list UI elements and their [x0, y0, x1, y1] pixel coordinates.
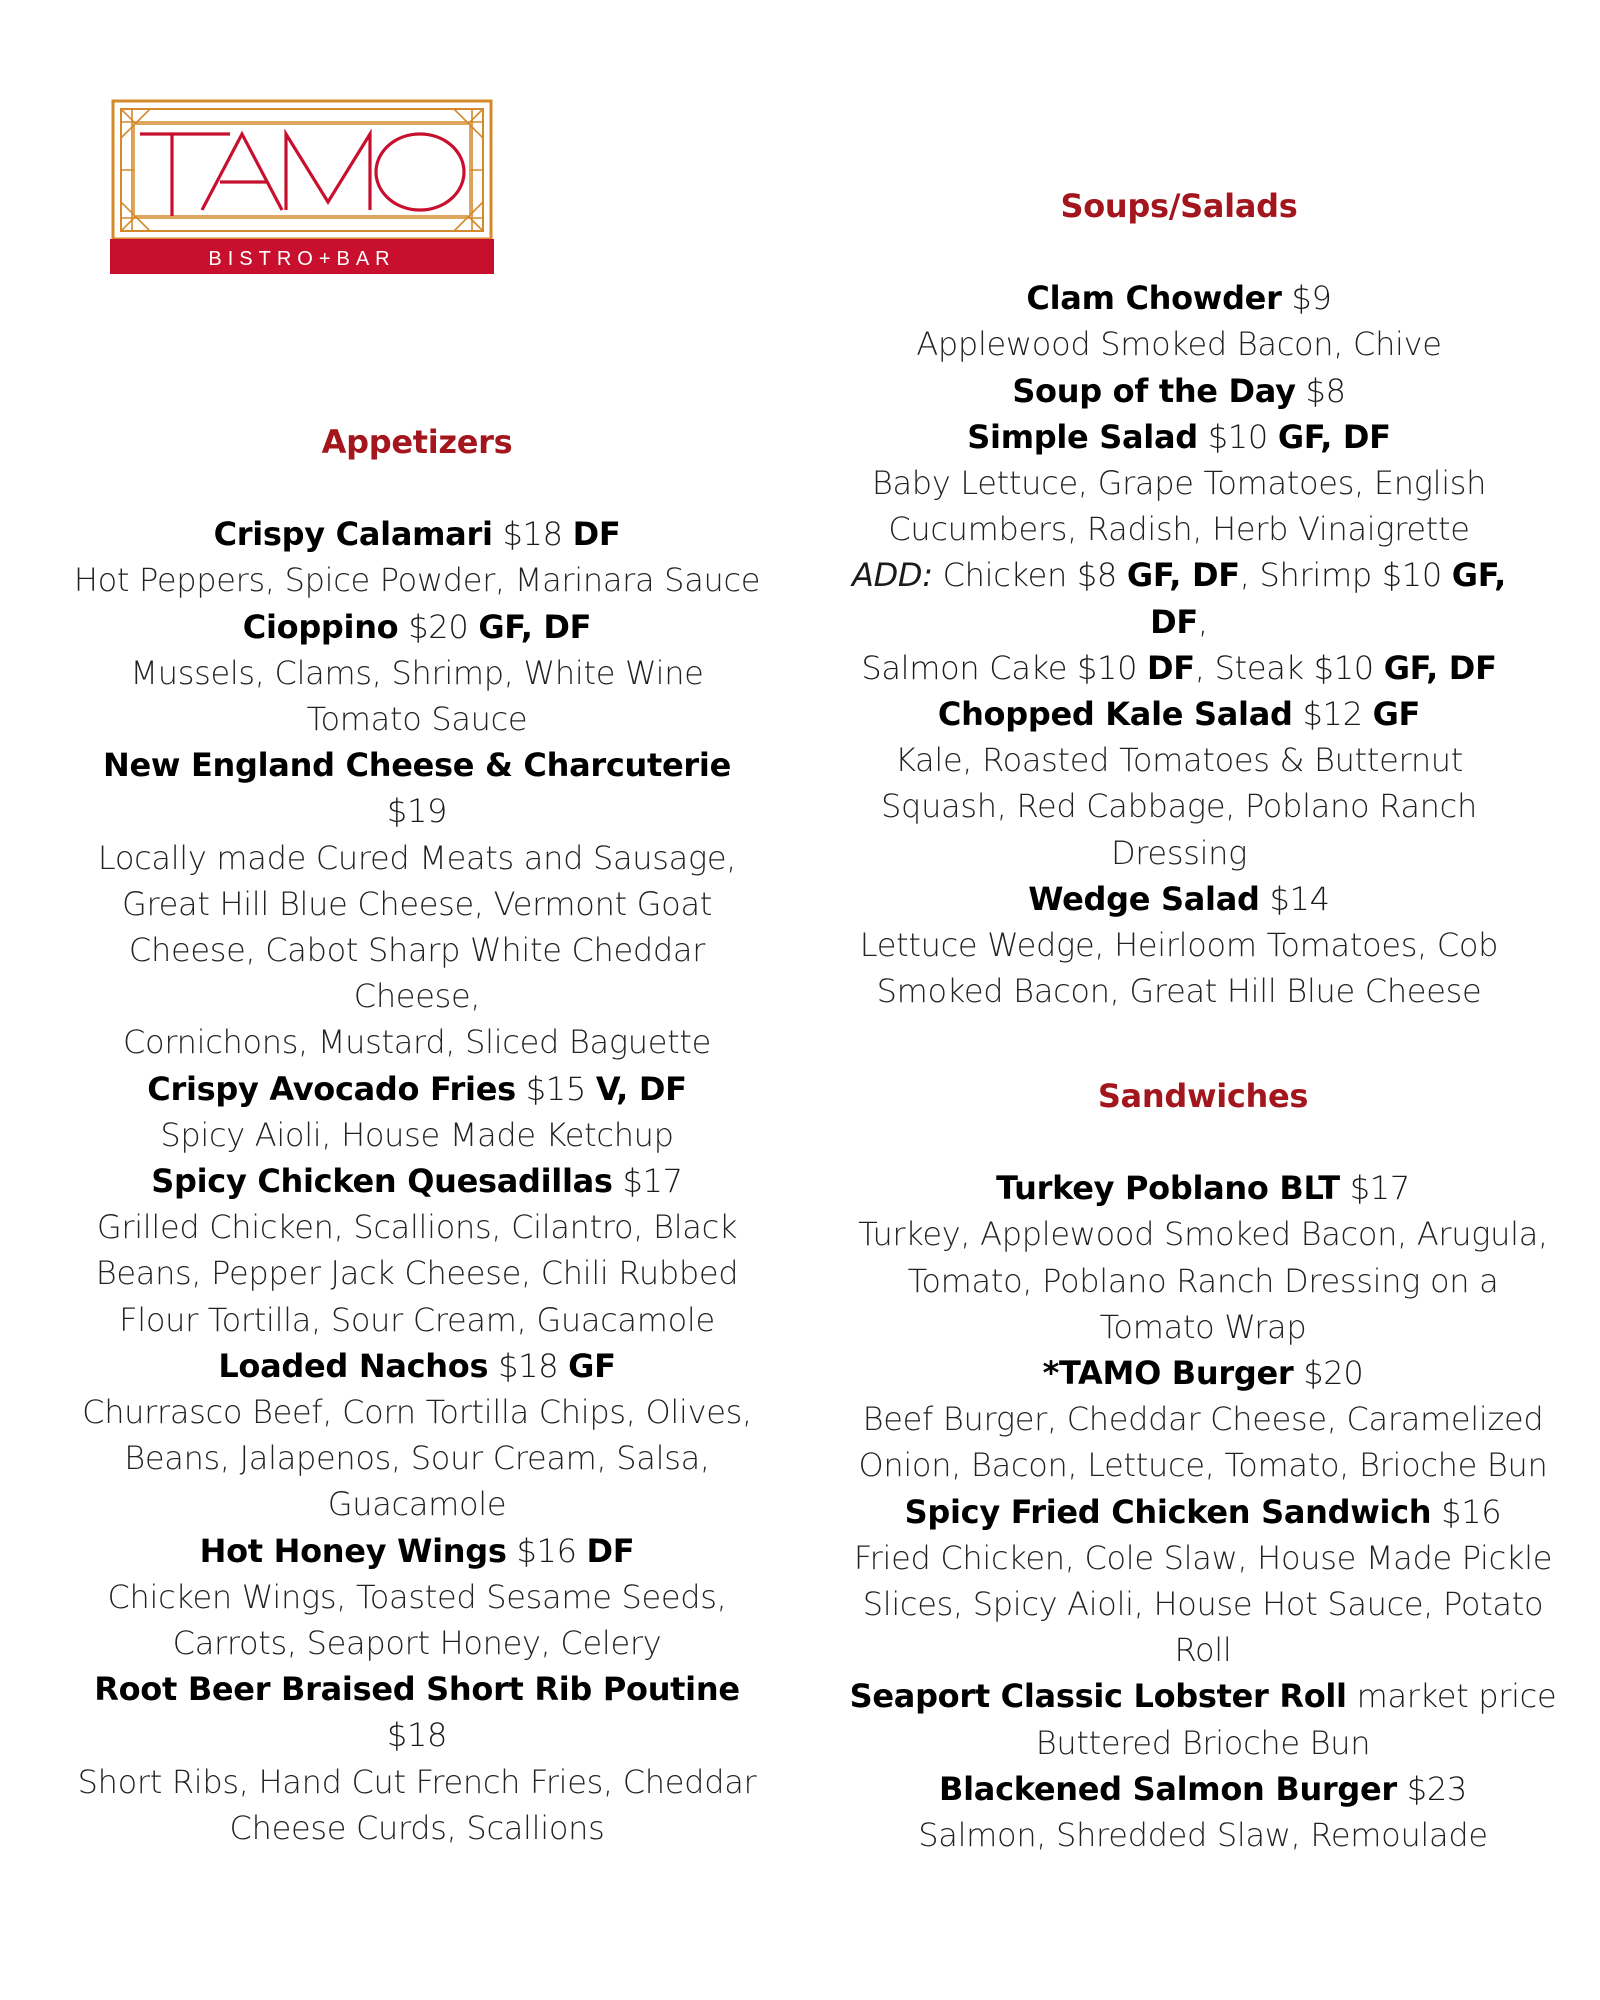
menu-item-description: Cucumbers, Radish, Herb Vinaigrette — [888, 510, 1470, 549]
menu-item-heading — [72, 604, 762, 650]
menu-item-price: $23 — [1396, 1769, 1467, 1808]
menu-item-heading — [846, 1489, 1560, 1535]
menu-item-description: Short Ribs, Hand Cut French Fries, Cheddar — [77, 1762, 757, 1801]
menu-item — [846, 1766, 1560, 1858]
add-on-dietary-tags: DF — [1147, 648, 1195, 687]
menu-item-description: Grilled Chicken, Scallions, Cilantro, Black — [96, 1208, 738, 1247]
tamo-logo — [110, 98, 494, 274]
soups-salads-title: Soups/Salads — [1060, 187, 1298, 225]
menu-item-description: Tomato Sauce — [306, 700, 528, 739]
menu-item — [72, 1528, 762, 1667]
menu-item-name: Root Beer Braised Short Rib Poutine — [94, 1670, 740, 1709]
menu-item-price: $16 — [1431, 1492, 1502, 1531]
add-on-dietary-tags: GF, DF — [1126, 556, 1240, 595]
menu-item-price: market price — [1346, 1677, 1557, 1716]
menu-item-dietary-tags: DF — [572, 515, 621, 554]
menu-item — [822, 275, 1536, 367]
add-on-dietary-tags: GF, DF — [1383, 648, 1497, 687]
menu-item-description: Kale, Roasted Tomatoes & Butternut — [894, 741, 1464, 780]
menu-item-heading — [822, 414, 1536, 460]
menu-item-dietary-tags: GF — [1372, 695, 1421, 734]
menu-item-price: $12 — [1292, 695, 1373, 734]
menu-item-price: $9 — [1281, 279, 1332, 318]
menu-item-name: Loaded Nachos — [218, 1346, 489, 1385]
menu-item-heading — [846, 1350, 1560, 1396]
menu-item-description: Chicken Wings, Toasted Sesame Seeds, — [107, 1577, 727, 1616]
menu-item-name: New England Cheese & Charcuterie — [103, 746, 731, 785]
menu-item-dietary-tags: DF — [586, 1531, 635, 1570]
menu-item-price: $10 — [1197, 417, 1278, 456]
menu-item-name: Clam Chowder — [1026, 279, 1282, 318]
menu-item-description: Beef Burger, Cheddar Cheese, Caramelized — [862, 1400, 1544, 1439]
menu-item — [822, 691, 1536, 876]
menu-item-description: Cheese, Cabot Sharp White Cheddar Cheese, — [128, 931, 706, 1016]
add-on-text: , Steak $10 — [1194, 648, 1384, 687]
menu-item-name: Spicy Fried Chicken Sandwich — [904, 1492, 1432, 1531]
menu-item-description: Beans, Pepper Jack Cheese, Chili Rubbed — [95, 1254, 739, 1293]
menu-item-description: Churrasco Beef, Corn Tortilla Chips, Olives, — [82, 1393, 752, 1432]
menu-item-name: *TAMO Burger — [1042, 1354, 1294, 1393]
menu-item-price: $8 — [1295, 371, 1346, 410]
menu-item-price: $18 — [492, 515, 573, 554]
menu-item-name: Simple Salad — [967, 417, 1198, 456]
menu-item-name: Crispy Calamari — [213, 515, 493, 554]
menu-item-heading — [846, 1766, 1560, 1812]
menu-item-description: Tomato Wrap — [1099, 1307, 1307, 1346]
menu-item — [846, 1489, 1560, 1674]
soups-salads-list — [822, 275, 1536, 552]
menu-item-price: $17 — [612, 1162, 683, 1201]
menu-item-price: $14 — [1259, 879, 1330, 918]
add-on-text: , Shrimp $10 — [1239, 556, 1452, 595]
add-on-dietary-tags: GF, DF — [1150, 556, 1507, 641]
menu-item-description: Flour Tortilla, Sour Cream, Guacamole — [119, 1300, 715, 1339]
menu-item-heading — [72, 742, 762, 834]
menu-item-dietary-tags: V, DF — [595, 1069, 687, 1108]
menu-item-price: $19 — [386, 792, 448, 831]
menu-item-description: Applewood Smoked Bacon, Chive — [916, 325, 1442, 364]
menu-item-heading — [822, 691, 1536, 737]
menu-item-name: Wedge Salad — [1028, 879, 1260, 918]
menu-item — [846, 1165, 1560, 1350]
menu-item-heading — [72, 1066, 762, 1112]
menu-item-dietary-tags: GF — [568, 1346, 616, 1385]
menu-item-heading — [72, 511, 762, 557]
menu-item — [72, 511, 762, 603]
menu-item-description: Carrots, Seaport Honey, Celery — [172, 1624, 662, 1663]
menu-item-price: $16 — [506, 1531, 587, 1570]
add-ons-line — [822, 645, 1536, 691]
menu-item-description: Hot Peppers, Spice Powder, Marinara Sauce — [73, 561, 761, 600]
menu-item — [846, 1673, 1560, 1765]
logo-subtitle: BISTRO+BAR — [208, 248, 396, 270]
sandwiches-list — [846, 1165, 1560, 1858]
menu-item-description: Mussels, Clams, Shrimp, White Wine — [130, 653, 704, 692]
menu-item — [822, 414, 1536, 553]
add-ons-label: ADD: — [851, 556, 933, 595]
menu-item-description: Slices, Spicy Aioli, House Hot Sauce, Potato — [862, 1585, 1544, 1624]
menu-item-price: $18 — [488, 1346, 569, 1385]
menu-item-description: Smoked Bacon, Great Hill Blue Cheese — [876, 972, 1482, 1011]
menu-item-description: Spicy Aioli, House Made Ketchup — [160, 1115, 674, 1154]
menu-item-price: $15 — [515, 1069, 596, 1108]
menu-item-heading — [822, 368, 1536, 414]
menu-item-price: $20 — [1293, 1354, 1364, 1393]
add-on-text: Chicken $8 — [942, 556, 1127, 595]
menu-item-price: $18 — [386, 1716, 448, 1755]
menu-item-description: Dressing — [1110, 833, 1248, 872]
menu-item-heading — [72, 1343, 762, 1389]
menu-item-description: Salmon, Shredded Slaw, Remoulade — [918, 1816, 1488, 1855]
menu-item-price: $17 — [1339, 1169, 1410, 1208]
menu-item-description: Baby Lettuce, Grape Tomatoes, English — [871, 464, 1487, 503]
menu-item-price: $20 — [398, 607, 479, 646]
appetizers-title: Appetizers — [321, 423, 513, 461]
menu-item-name: Crispy Avocado Fries — [147, 1069, 516, 1108]
menu-item-description: Tomato, Poblano Ranch Dressing on a — [907, 1261, 1499, 1300]
menu-item-name: Spicy Chicken Quesadillas — [151, 1162, 613, 1201]
menu-item — [72, 1066, 762, 1158]
add-ons — [822, 552, 1536, 691]
menu-item-name: Hot Honey Wings — [199, 1531, 507, 1570]
add-on-text: Salmon Cake $10 — [861, 648, 1148, 687]
menu-item-name: Seaport Classic Lobster Roll — [849, 1677, 1347, 1716]
menu-item-description: Guacamole — [327, 1485, 507, 1524]
sandwiches-section — [846, 1073, 1560, 1858]
menu-item-name: Chopped Kale Salad — [937, 695, 1293, 734]
menu-item-heading — [846, 1673, 1560, 1719]
menu-item-description: Beans, Jalapenos, Sour Cream, Salsa, — [124, 1439, 710, 1478]
menu-item-heading — [72, 1666, 762, 1758]
menu-item-description: Great Hill Blue Cheese, Vermont Goat — [121, 884, 713, 923]
add-on-text: , — [1197, 602, 1208, 641]
menu-item-heading — [72, 1528, 762, 1574]
menu-item — [822, 876, 1536, 1015]
menu-item-dietary-tags: GF, DF — [478, 607, 592, 646]
menu-item-name: Cioppino — [242, 607, 399, 646]
appetizers-list — [72, 511, 762, 1851]
menu-item — [72, 742, 762, 1065]
menu-item-heading — [72, 1158, 762, 1204]
add-ons-line — [822, 552, 1536, 644]
menu-item-dietary-tags: GF, DF — [1277, 417, 1391, 456]
menu-item-name: Soup of the Day — [1012, 371, 1296, 410]
menu-item-heading — [822, 876, 1536, 922]
menu-item-description: Lettuce Wedge, Heirloom Tomatoes, Cob — [859, 926, 1499, 965]
menu-item-heading — [822, 275, 1536, 321]
soups-salads-section — [822, 183, 1536, 1014]
menu-item-description: Roll — [1174, 1631, 1232, 1670]
tamo-logo-graphic — [110, 98, 494, 274]
menu-item-description: Locally made Cured Meats and Sausage, — [97, 838, 737, 877]
sandwiches-title: Sandwiches — [1097, 1077, 1309, 1115]
menu-item — [72, 1158, 762, 1343]
menu-item — [72, 1343, 762, 1528]
menu-item — [846, 1350, 1560, 1489]
menu-item-description: Turkey, Applewood Smoked Bacon, Arugula, — [858, 1215, 1548, 1254]
menu-item-description: Fried Chicken, Cole Slaw, House Made Pickle — [853, 1538, 1553, 1577]
appetizers-section — [72, 419, 762, 1851]
menu-item — [72, 1666, 762, 1851]
menu-item-description: Buttered Brioche Bun — [1035, 1723, 1371, 1762]
menu-item — [72, 604, 762, 743]
soups-salads-list-2 — [822, 691, 1536, 1014]
menu-item-heading — [846, 1165, 1560, 1211]
menu-item-description: Squash, Red Cabbage, Poblano Ranch — [881, 787, 1477, 826]
menu-item-description: Cheese Curds, Scallions — [229, 1808, 605, 1847]
menu-item-description: Onion, Bacon, Lettuce, Tomato, Brioche Bun — [858, 1446, 1548, 1485]
menu-item — [822, 368, 1536, 414]
menu-item-name: Blackened Salmon Burger — [939, 1769, 1397, 1808]
menu-item-description: Cornichons, Mustard, Sliced Baguette — [123, 1023, 711, 1062]
menu-item-name: Turkey Poblano BLT — [996, 1169, 1340, 1208]
